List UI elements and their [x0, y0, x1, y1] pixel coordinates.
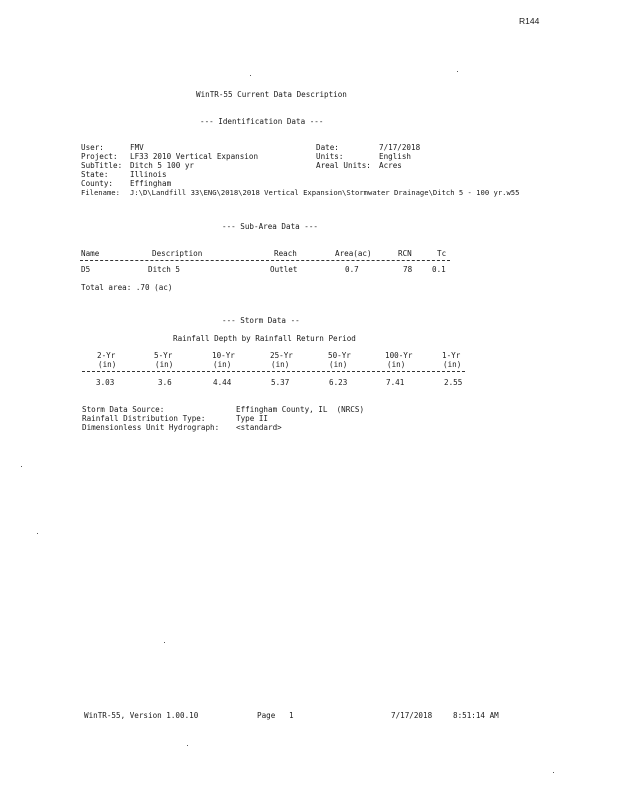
period-25yr: 25-Yr	[270, 351, 293, 360]
unit-10yr: (in)	[213, 360, 232, 369]
subarea-cell-area: 0.7	[345, 265, 359, 274]
subtitle-value: Ditch 5 100 yr	[130, 161, 195, 170]
subarea-col-tc: Tc	[437, 249, 447, 258]
county-value: Effingham	[130, 179, 172, 188]
units-label: Units:	[316, 152, 344, 161]
subarea-col-area: Area(ac)	[335, 249, 372, 258]
subarea-cell-description: Ditch 5	[148, 265, 181, 274]
distribution-label: Rainfall Distribution Type:	[82, 414, 206, 423]
filename-value: J:\D\Landfill 33\ENG\2018\2018 Vertical Expansion\Stormwater Drainage\Ditch 5 - 100 yr.w55	[130, 188, 520, 197]
depth-5yr: 3.6	[158, 378, 172, 387]
storm-source-value: Effingham County, IL (NRCS)	[236, 405, 365, 414]
storm-subheading: Rainfall Depth by Rainfall Return Period	[173, 334, 356, 343]
user-value: FMV	[130, 143, 144, 152]
period-1yr: 1-Yr	[442, 351, 461, 360]
unit-100yr: (in)	[387, 360, 406, 369]
subarea-header-rule	[80, 260, 450, 261]
scan-speck	[37, 533, 38, 534]
date-value: 7/17/2018	[379, 143, 421, 152]
footer-page: Page 1	[257, 711, 294, 720]
total-area: Total area: .70 (ac)	[81, 283, 173, 292]
unit-25yr: (in)	[271, 360, 290, 369]
subarea-col-description: Description	[152, 249, 203, 258]
county-label: County:	[81, 179, 114, 188]
storm-heading: --- Storm Data --	[222, 316, 300, 325]
units-value: English	[379, 152, 412, 161]
scan-speck	[457, 71, 458, 72]
footer-date: 7/17/2018	[391, 711, 433, 720]
document-title: WinTR-55 Current Data Description	[196, 90, 347, 99]
hydrograph-label: Dimensionless Unit Hydrograph:	[82, 423, 220, 432]
page-reference: R144	[519, 16, 540, 26]
scan-speck	[250, 75, 251, 76]
depth-2yr: 3.03	[96, 378, 115, 387]
project-label: Project:	[81, 152, 118, 161]
identification-heading: --- Identification Data ---	[200, 117, 324, 126]
footer-time: 8:51:14 AM	[453, 711, 499, 720]
footer-version: WinTR-55, Version 1.00.10	[84, 711, 199, 720]
subarea-col-reach: Reach	[274, 249, 297, 258]
period-5yr: 5-Yr	[154, 351, 173, 360]
depth-1yr: 2.55	[444, 378, 463, 387]
depth-10yr: 4.44	[213, 378, 232, 387]
project-value: LF33 2010 Vertical Expansion	[130, 152, 259, 161]
unit-1yr: (in)	[443, 360, 462, 369]
subarea-cell-tc: 0.1	[432, 265, 446, 274]
subarea-col-rcn: RCN	[398, 249, 412, 258]
user-label: User:	[81, 143, 104, 152]
depth-50yr: 6.23	[329, 378, 348, 387]
period-100yr: 100-Yr	[385, 351, 413, 360]
depth-25yr: 5.37	[271, 378, 290, 387]
date-label: Date:	[316, 143, 339, 152]
scan-speck	[553, 772, 554, 773]
period-50yr: 50-Yr	[328, 351, 351, 360]
filename-label: Filename:	[81, 188, 120, 197]
storm-source-label: Storm Data Source:	[82, 405, 165, 414]
scan-speck	[21, 466, 22, 467]
hydrograph-value: <standard>	[236, 423, 282, 432]
unit-5yr: (in)	[155, 360, 174, 369]
scan-speck	[187, 745, 188, 746]
period-10yr: 10-Yr	[212, 351, 235, 360]
subarea-col-name: Name	[81, 249, 100, 258]
period-2yr: 2-Yr	[97, 351, 116, 360]
distribution-value: Type II	[236, 414, 269, 423]
depth-100yr: 7.41	[386, 378, 405, 387]
subtitle-label: SubTitle:	[81, 161, 123, 170]
state-value: Illinois	[130, 170, 167, 179]
subarea-cell-reach: Outlet	[270, 265, 298, 274]
state-label: State:	[81, 170, 109, 179]
areal-units-label: Areal Units:	[316, 161, 371, 170]
unit-2yr: (in)	[98, 360, 117, 369]
scan-speck	[164, 642, 165, 643]
subarea-cell-name: D5	[81, 265, 91, 274]
areal-units-value: Acres	[379, 161, 402, 170]
subarea-heading: --- Sub-Area Data ---	[222, 222, 319, 231]
storm-header-rule	[82, 371, 465, 372]
subarea-cell-rcn: 78	[403, 265, 413, 274]
unit-50yr: (in)	[329, 360, 348, 369]
